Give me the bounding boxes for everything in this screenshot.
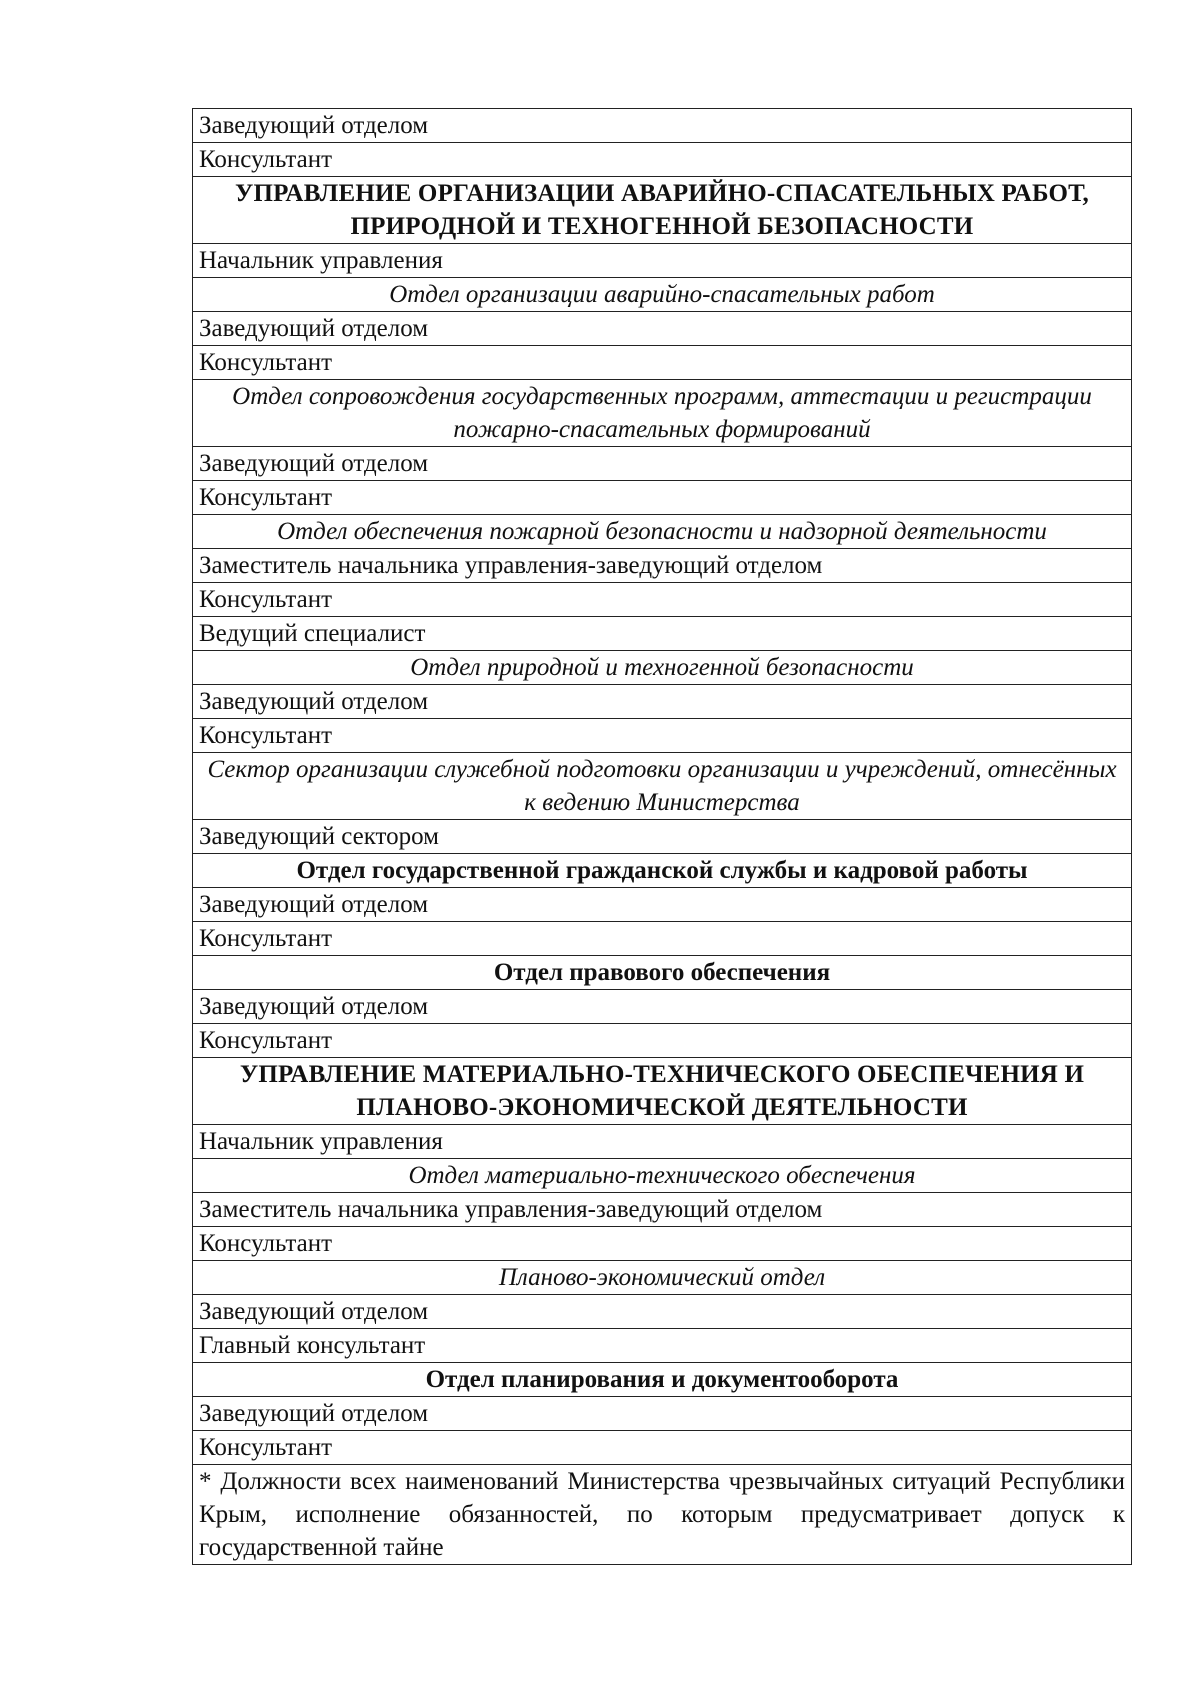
position-row: Заместитель начальника управления-заведующий отделом — [193, 549, 1132, 583]
position-row: Заведующий отделом — [193, 888, 1132, 922]
position-row: Консультант — [193, 922, 1132, 956]
position-row: Главный консультант — [193, 1329, 1132, 1363]
position-row: Консультант — [193, 346, 1132, 380]
department-heading: Отдел природной и техногенной безопасности — [193, 651, 1132, 685]
positions-table — [192, 108, 1132, 1565]
position-row: Консультант — [193, 583, 1132, 617]
position-row: Заведующий отделом — [193, 1397, 1132, 1431]
position-row: Заведующий отделом — [193, 685, 1132, 719]
directorate-heading: УПРАВЛЕНИЕ ОРГАНИЗАЦИИ АВАРИЙНО-СПАСАТЕЛЬНЫХ РАБОТ, ПРИРОДНОЙ И ТЕХНОГЕННОЙ БЕЗОПАСНОСТИ — [193, 177, 1132, 244]
department-heading: Отдел планирования и документооборота — [193, 1363, 1132, 1397]
position-row: Консультант — [193, 1227, 1132, 1261]
department-heading: Отдел материально-технического обеспечения — [193, 1159, 1132, 1193]
department-heading: Отдел правового обеспечения — [193, 956, 1132, 990]
position-row: Заведующий отделом — [193, 1295, 1132, 1329]
position-row: Консультант — [193, 719, 1132, 753]
position-row: Заместитель начальника управления-заведующий отделом — [193, 1193, 1132, 1227]
position-row: Заведующий сектором — [193, 820, 1132, 854]
position-row: Консультант — [193, 1024, 1132, 1058]
department-heading: Отдел государственной гражданской службы и кадровой работы — [193, 854, 1132, 888]
department-heading: Отдел сопровождения государственных программ, аттестации и регистрации пожарно-спасательных формирований — [193, 380, 1132, 447]
footnote: * Должности всех наименований Министерства чрезвычайных ситуаций Республики Крым, исполнение обязанностей, по которым предусматривает допуск к государственной тайне — [193, 1465, 1132, 1565]
position-row: Консультант — [193, 143, 1132, 177]
position-row: Консультант — [193, 481, 1132, 515]
department-heading: Планово-экономический отдел — [193, 1261, 1132, 1295]
position-row: Заведующий отделом — [193, 990, 1132, 1024]
position-row: Начальник управления — [193, 244, 1132, 278]
position-row: Ведущий специалист — [193, 617, 1132, 651]
department-heading: Отдел обеспечения пожарной безопасности и надзорной деятельности — [193, 515, 1132, 549]
department-heading: Отдел организации аварийно-спасательных работ — [193, 278, 1132, 312]
position-row: Заведующий отделом — [193, 447, 1132, 481]
position-row: Консультант — [193, 1431, 1132, 1465]
position-row: Заведующий отделом — [193, 312, 1132, 346]
position-row: Заведующий отделом — [193, 109, 1132, 143]
sector-heading: Сектор организации служебной подготовки организации и учреждений, отнесённых к ведению Министерства — [193, 753, 1132, 820]
position-row: Начальник управления — [193, 1125, 1132, 1159]
directorate-heading: УПРАВЛЕНИЕ МАТЕРИАЛЬНО-ТЕХНИЧЕСКОГО ОБЕСПЕЧЕНИЯ И ПЛАНОВО-ЭКОНОМИЧЕСКОЙ ДЕЯТЕЛЬНОСТИ — [193, 1058, 1132, 1125]
